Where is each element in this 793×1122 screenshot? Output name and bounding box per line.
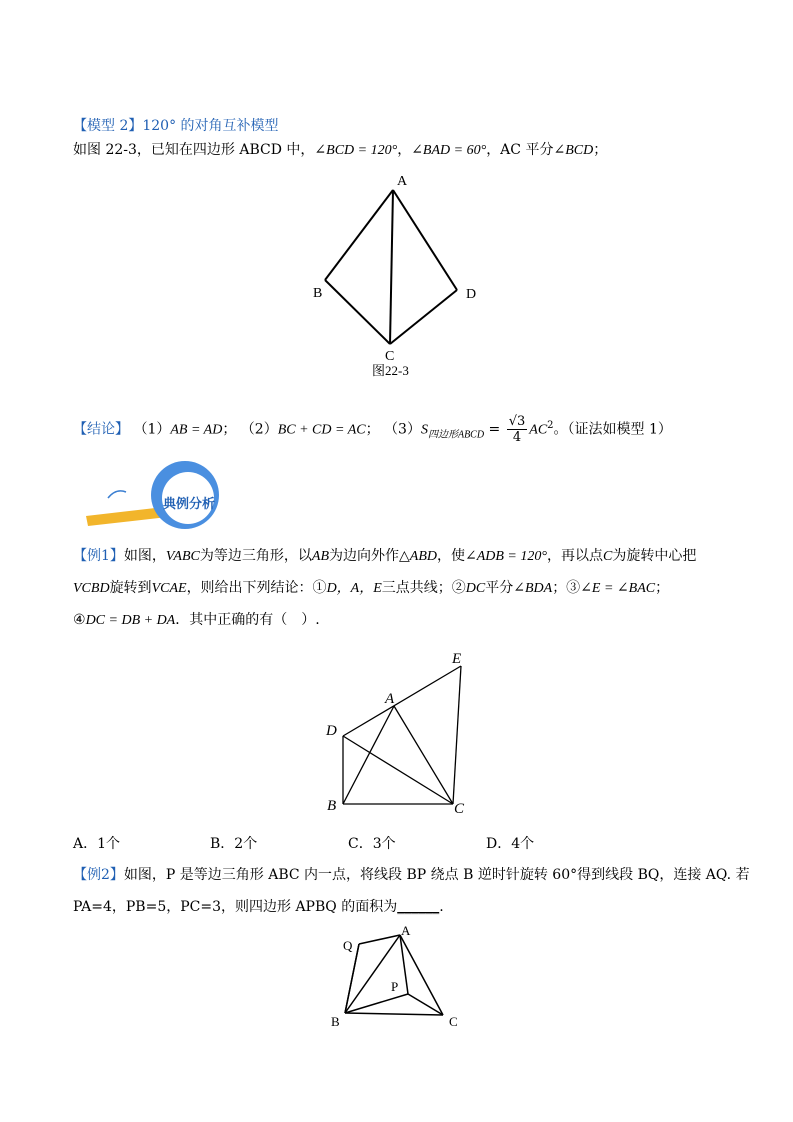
example1-figure xyxy=(318,648,478,820)
fraction-denominator: 4 xyxy=(512,430,522,445)
option-b: B．2个 xyxy=(210,836,258,852)
ex1-dc: DC xyxy=(465,581,486,596)
ex1-l2-b: ，则给出下列结论：① xyxy=(186,580,327,596)
ex1-fig-label-a: A xyxy=(385,691,395,707)
ex1-l3-b: ．其中正确的有（ ）. xyxy=(175,612,320,628)
model2-angle-bcd2: ∠BCD xyxy=(553,143,594,158)
ex2-fig-label-c: C xyxy=(449,1014,458,1029)
ex2-fig-edge-bp xyxy=(345,994,408,1013)
ex1-l2-e: ；③ xyxy=(552,580,581,596)
ex1-points-dae: D，A，E xyxy=(326,581,382,596)
example1-line3 xyxy=(73,610,320,631)
example1-line2 xyxy=(73,578,669,599)
ex1-l1-e: ，再以点 xyxy=(546,548,603,564)
badge-text: 典例分析 xyxy=(163,496,216,511)
ex2-fig-label-q: Q xyxy=(343,938,353,953)
ex1-l1-b: 为等边三角形，以 xyxy=(199,548,312,564)
conclusion-p2-num: （2） xyxy=(240,421,278,438)
ex2-line2-text: PA=4，PB=5，PC=3，则四边形 APBQ 的面积为 xyxy=(73,899,398,915)
conclusion-p2-end: ； xyxy=(365,421,380,438)
conclusion-p3-num: （3） xyxy=(384,421,421,438)
example-analysis-badge xyxy=(80,458,230,530)
ex1-l2-end: ； xyxy=(655,580,670,596)
fig1-label-a: A xyxy=(397,174,408,189)
conclusion-p3-s: S xyxy=(420,422,428,438)
ex1-triangle-abc: VABC xyxy=(165,549,200,564)
model2-heading-bracket: 【模型 2】 xyxy=(73,118,143,134)
ex1-l2-d: 平分 xyxy=(485,580,514,596)
fig1-label-d: D xyxy=(466,287,477,302)
ex1-angle-bda: ∠BDA xyxy=(513,581,553,596)
fig1-label-b: B xyxy=(313,286,323,301)
ex1-l2-a: 旋转到 xyxy=(109,580,152,596)
ex2-fig-edge-ac xyxy=(400,935,443,1015)
ex2-fig-label-p: P xyxy=(391,979,399,994)
model2-heading-text: 120° 的对角互补模型 xyxy=(142,118,279,134)
example1-line1 xyxy=(73,546,696,567)
model2-heading xyxy=(73,116,279,136)
model2-sep: ， xyxy=(397,142,412,158)
ex2-fig-label-a: A xyxy=(401,923,411,938)
ex1-fig-label-c: C xyxy=(454,801,465,817)
ex1-fig-label-b: B xyxy=(327,798,337,814)
fig1-edge-dc xyxy=(390,290,457,344)
conclusion xyxy=(73,414,672,446)
conclusion-p3-ac: AC xyxy=(529,422,548,438)
ex1-fig-label-d: D xyxy=(326,723,337,739)
fig1-edge-ad xyxy=(393,190,457,290)
ex1-l1-f: 为旋转中心把 xyxy=(612,548,697,564)
fig1-edge-bc xyxy=(325,280,390,344)
ex1-fig-edge-dc xyxy=(343,736,453,804)
ex1-eq-dc: DC = DB + DA xyxy=(85,613,176,628)
conclusion-fraction xyxy=(507,414,528,445)
conclusion-p3-sub: 四边形ABCD xyxy=(427,429,485,441)
conclusion-p3-eq: = xyxy=(488,421,501,438)
example2-label: 【例2】 xyxy=(73,867,124,883)
fraction-numerator: √3 xyxy=(508,414,526,429)
ex1-l2-c: 三点共线；② xyxy=(381,580,466,596)
fig1-edge-ab xyxy=(325,190,393,280)
ex1-angle-e: ∠E = ∠BAC xyxy=(580,581,656,596)
figure-22-3 xyxy=(300,168,500,380)
ex1-angle-adb: ∠ADB = 120° xyxy=(464,549,547,564)
model2-angle-bad: ∠BAD = 60° xyxy=(411,143,487,158)
ex1-ab: AB xyxy=(311,549,329,564)
conclusion-p1-end: ； xyxy=(222,421,237,438)
conclusion-p1: AB = AD xyxy=(170,422,223,438)
option-a: A．1个 xyxy=(73,836,121,852)
ex2-answer-blank: ______ xyxy=(397,899,440,915)
ex2-fig-edge-bc xyxy=(345,1013,443,1015)
ex2-line2-end: . xyxy=(439,899,444,915)
fig1-caption: 图22-3 xyxy=(372,363,409,378)
ex1-l1-a: 如图， xyxy=(123,548,166,564)
ex1-fig-edge-ac xyxy=(394,706,453,804)
option-d: D．4个 xyxy=(486,836,535,852)
example2-line2 xyxy=(73,897,444,917)
ex1-triangle-cbd: VCBD xyxy=(73,581,110,596)
example2-line1 xyxy=(73,865,750,885)
model2-given-b: ，AC 平分 xyxy=(486,142,554,158)
model2-given-a: 如图 22-3，已知在四边形 ABCD 中， xyxy=(73,142,315,158)
ex1-l3-a: ④ xyxy=(73,612,86,628)
ex2-fig-label-b: B xyxy=(331,1014,340,1029)
ex1-fig-label-e: E xyxy=(452,651,462,667)
ex1-l1-d: ，使 xyxy=(436,548,465,564)
ex1-fig-edge-ec xyxy=(453,666,461,804)
fig1-edge-ac xyxy=(390,190,393,344)
conclusion-bracket: 【结论】 xyxy=(73,421,129,438)
ex1-point-c: C xyxy=(602,549,613,564)
option-c: C．3个 xyxy=(348,836,396,852)
ex1-fig-edge-de xyxy=(343,666,461,736)
model2-angle-bcd: ∠BCD = 120° xyxy=(314,143,398,158)
badge-swoosh-icon xyxy=(108,491,126,498)
ex1-triangle-cae: VCAE xyxy=(151,581,187,596)
example2-figure xyxy=(325,920,475,1035)
ex1-l1-c: 为边向外作 xyxy=(329,548,399,564)
fig1-label-c: C xyxy=(385,349,395,364)
conclusion-p3-end: 。（证法如模型 1） xyxy=(553,421,672,438)
ex1-triangle-abd: △ABD xyxy=(399,549,437,564)
model2-given-end: ； xyxy=(593,142,608,158)
model2-given xyxy=(73,140,607,161)
example1-label: 【例1】 xyxy=(73,548,124,564)
conclusion-p2: BC + CD = AC xyxy=(277,422,366,438)
conclusion-p3-sup: 2 xyxy=(547,419,554,431)
ex2-line1-text: 如图，P 是等边三角形 ABC 内一点，将线段 BP 绕点 B 逆时针旋转 60°得到线段 BQ，连接 AQ. 若 xyxy=(123,867,750,883)
conclusion-p1-num: （1） xyxy=(133,421,171,438)
